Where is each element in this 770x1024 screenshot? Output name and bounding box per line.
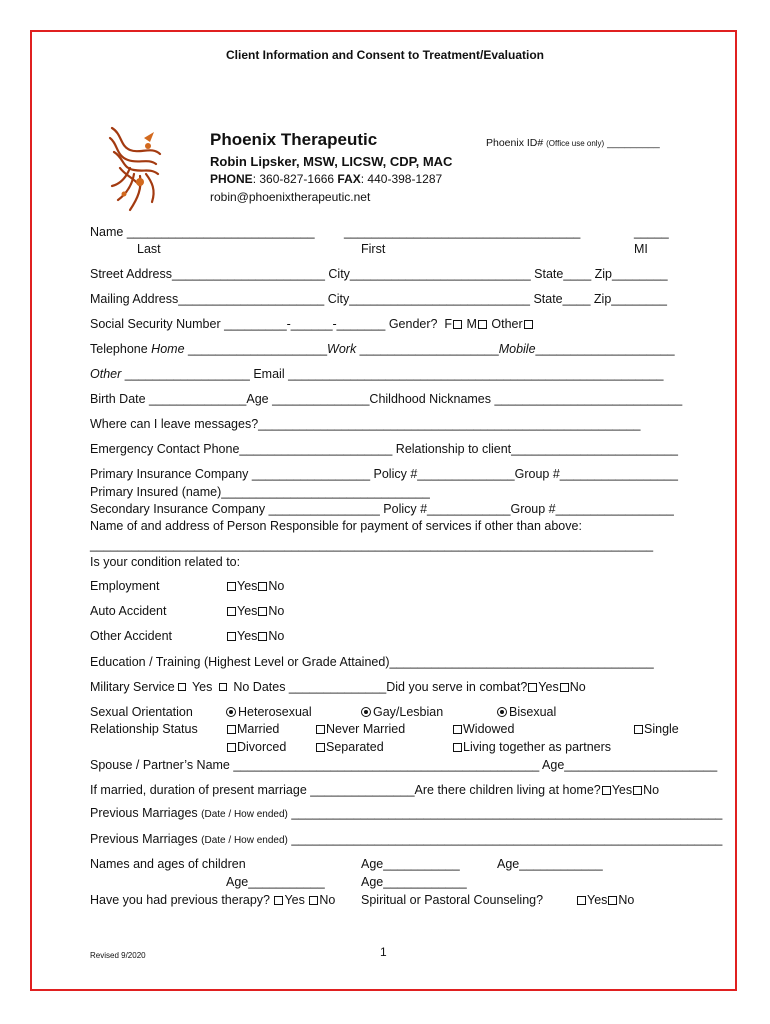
emergency-contact-field[interactable]: Emergency Contact Phone______________________ Relationship to client________________________ bbox=[90, 442, 678, 456]
secondary-insurance-field[interactable]: Secondary Insurance Company ________________ Policy #____________Group #_________________ bbox=[90, 502, 674, 516]
employment-label: Employment bbox=[90, 579, 160, 593]
condition-label: Is your condition related to: bbox=[90, 555, 241, 569]
previous-marriages-2[interactable]: Previous Marriages (Date / How ended) ______________________________________________________________ bbox=[90, 832, 723, 846]
military-row: Military Service Yes No Dates ______________Did you serve in combat? Yes No bbox=[90, 680, 586, 694]
separated-option[interactable]: Separated bbox=[315, 740, 384, 755]
living-together-option[interactable]: Living together as partners bbox=[452, 740, 611, 755]
living-together-checkbox[interactable] bbox=[453, 743, 462, 752]
never-married-checkbox[interactable] bbox=[316, 725, 325, 734]
widowed-checkbox[interactable] bbox=[453, 725, 462, 734]
child-age-1[interactable]: Age___________ bbox=[361, 857, 460, 871]
telephone-row[interactable]: Telephone Home ____________________Work ____________________Mobile____________________ bbox=[90, 342, 675, 356]
birth-date-row[interactable]: Birth Date ______________Age ______________Childhood Nicknames ___________________________ bbox=[90, 392, 683, 406]
spiritual-options: Yes No bbox=[576, 893, 634, 908]
combat-no-checkbox[interactable] bbox=[560, 683, 569, 692]
auto-no-checkbox[interactable] bbox=[258, 607, 267, 616]
gender-f-checkbox[interactable] bbox=[453, 320, 462, 329]
first-label: First bbox=[361, 242, 386, 256]
messages-field[interactable]: Where can I leave messages?_______________________________________________________ bbox=[90, 417, 641, 431]
single-checkbox[interactable] bbox=[634, 725, 643, 734]
first-name-field[interactable]: __________________________________ bbox=[344, 225, 581, 239]
employment-yes-checkbox[interactable] bbox=[227, 582, 236, 591]
combat-yes-checkbox[interactable] bbox=[528, 683, 537, 692]
page-number: 1 bbox=[380, 945, 387, 959]
orientation-label: Sexual Orientation bbox=[90, 705, 193, 719]
provider-name: Robin Lipsker, MSW, LICSW, CDP, MAC bbox=[210, 154, 453, 169]
children-no-checkbox[interactable] bbox=[633, 786, 642, 795]
primary-insured-field[interactable]: Primary Insured (name)______________________________ bbox=[90, 485, 430, 499]
other-accident-no-checkbox[interactable] bbox=[258, 632, 267, 641]
other-accident-options: Yes No bbox=[226, 629, 284, 644]
other-accident-yes-checkbox[interactable] bbox=[227, 632, 236, 641]
therapy-no-checkbox[interactable] bbox=[309, 896, 318, 905]
children-label: Names and ages of children bbox=[90, 857, 246, 871]
previous-therapy-row: Have you had previous therapy? Yes No bbox=[90, 893, 336, 907]
widowed-option[interactable]: Widowed bbox=[452, 722, 514, 737]
contact-email: robin@phoenixtherapeutic.net bbox=[210, 190, 371, 204]
mi-field[interactable]: _____ bbox=[634, 225, 669, 239]
separated-checkbox[interactable] bbox=[316, 743, 325, 752]
never-married-option[interactable]: Never Married bbox=[315, 722, 405, 737]
other-accident-label: Other Accident bbox=[90, 629, 172, 643]
married-option[interactable]: Married bbox=[226, 722, 279, 737]
divorced-checkbox[interactable] bbox=[227, 743, 236, 752]
mi-label: MI bbox=[634, 242, 648, 256]
auto-accident-label: Auto Accident bbox=[90, 604, 167, 618]
auto-options: Yes No bbox=[226, 604, 284, 619]
married-checkbox[interactable] bbox=[227, 725, 236, 734]
heterosexual-option[interactable]: Heterosexual bbox=[226, 705, 312, 720]
gay-radio[interactable] bbox=[361, 707, 371, 717]
child-age-3[interactable]: Age___________ bbox=[226, 875, 325, 889]
gender-m-checkbox[interactable] bbox=[478, 320, 487, 329]
child-age-4[interactable]: Age____________ bbox=[361, 875, 467, 889]
last-label: Last bbox=[137, 242, 161, 256]
other-email-row[interactable]: Other __________________ Email ______________________________________________________ bbox=[90, 367, 664, 381]
spiritual-yes-checkbox[interactable] bbox=[577, 896, 586, 905]
spiritual-label: Spiritual or Pastoral Counseling? bbox=[361, 893, 544, 907]
form-title: Client Information and Consent to Treatment/Evaluation bbox=[225, 48, 545, 62]
children-yes-checkbox[interactable] bbox=[602, 786, 611, 795]
marriage-duration-row: If married, duration of present marriage _______________Are there children living at home? Yes No bbox=[90, 783, 660, 797]
revised-date: Revised 9/2020 bbox=[90, 951, 146, 960]
employment-options: Yes No bbox=[226, 579, 284, 594]
divorced-option[interactable]: Divorced bbox=[226, 740, 286, 755]
education-field[interactable]: Education / Training (Highest Level or Grade Attained)______________________________________ bbox=[90, 655, 654, 669]
military-yes-checkbox[interactable] bbox=[178, 683, 186, 691]
gay-option[interactable]: Gay/Lesbian bbox=[361, 705, 443, 720]
heterosexual-radio[interactable] bbox=[226, 707, 236, 717]
previous-marriages-1[interactable]: Previous Marriages (Date / How ended) ______________________________________________________________ bbox=[90, 806, 723, 820]
name-field[interactable]: Name ___________________________ bbox=[90, 225, 315, 239]
responsible-party-field[interactable]: _________________________________________________________________________________ bbox=[90, 538, 654, 552]
relationship-label: Relationship Status bbox=[90, 722, 198, 736]
primary-insurance-field[interactable]: Primary Insurance Company _________________ Policy #______________Group #_________________ bbox=[90, 467, 678, 481]
single-option[interactable]: Single bbox=[633, 722, 679, 737]
phoenix-logo-icon bbox=[100, 124, 170, 216]
responsible-party-label: Name of and address of Person Responsible for payment of services if other than above: bbox=[90, 519, 582, 533]
therapy-yes-checkbox[interactable] bbox=[274, 896, 283, 905]
ssn-gender-row: Social Security Number _________-______-_______ Gender? F M Other bbox=[90, 317, 534, 332]
spiritual-no-checkbox[interactable] bbox=[608, 896, 617, 905]
auto-yes-checkbox[interactable] bbox=[227, 607, 236, 616]
spouse-name-field[interactable]: Spouse / Partner’s Name ____________________________________________ Age______________________ bbox=[90, 758, 718, 772]
child-age-2[interactable]: Age____________ bbox=[497, 857, 603, 871]
gender-other-checkbox[interactable] bbox=[524, 320, 533, 329]
bisexual-option[interactable]: Bisexual bbox=[497, 705, 556, 720]
mailing-address-field[interactable]: Mailing Address_____________________ City__________________________ State____ Zip________ bbox=[90, 292, 667, 306]
bisexual-radio[interactable] bbox=[497, 707, 507, 717]
company-name: Phoenix Therapeutic bbox=[210, 130, 378, 149]
phoenix-id: Phoenix ID# (Office use only) _________ bbox=[486, 137, 660, 149]
contact-phone-fax: PHONE: 360-827-1666 FAX: 440-398-1287 bbox=[210, 172, 443, 186]
employment-no-checkbox[interactable] bbox=[258, 582, 267, 591]
street-address-field[interactable]: Street Address______________________ City__________________________ State____ Zip________ bbox=[90, 267, 668, 281]
military-no-checkbox[interactable] bbox=[219, 683, 227, 691]
